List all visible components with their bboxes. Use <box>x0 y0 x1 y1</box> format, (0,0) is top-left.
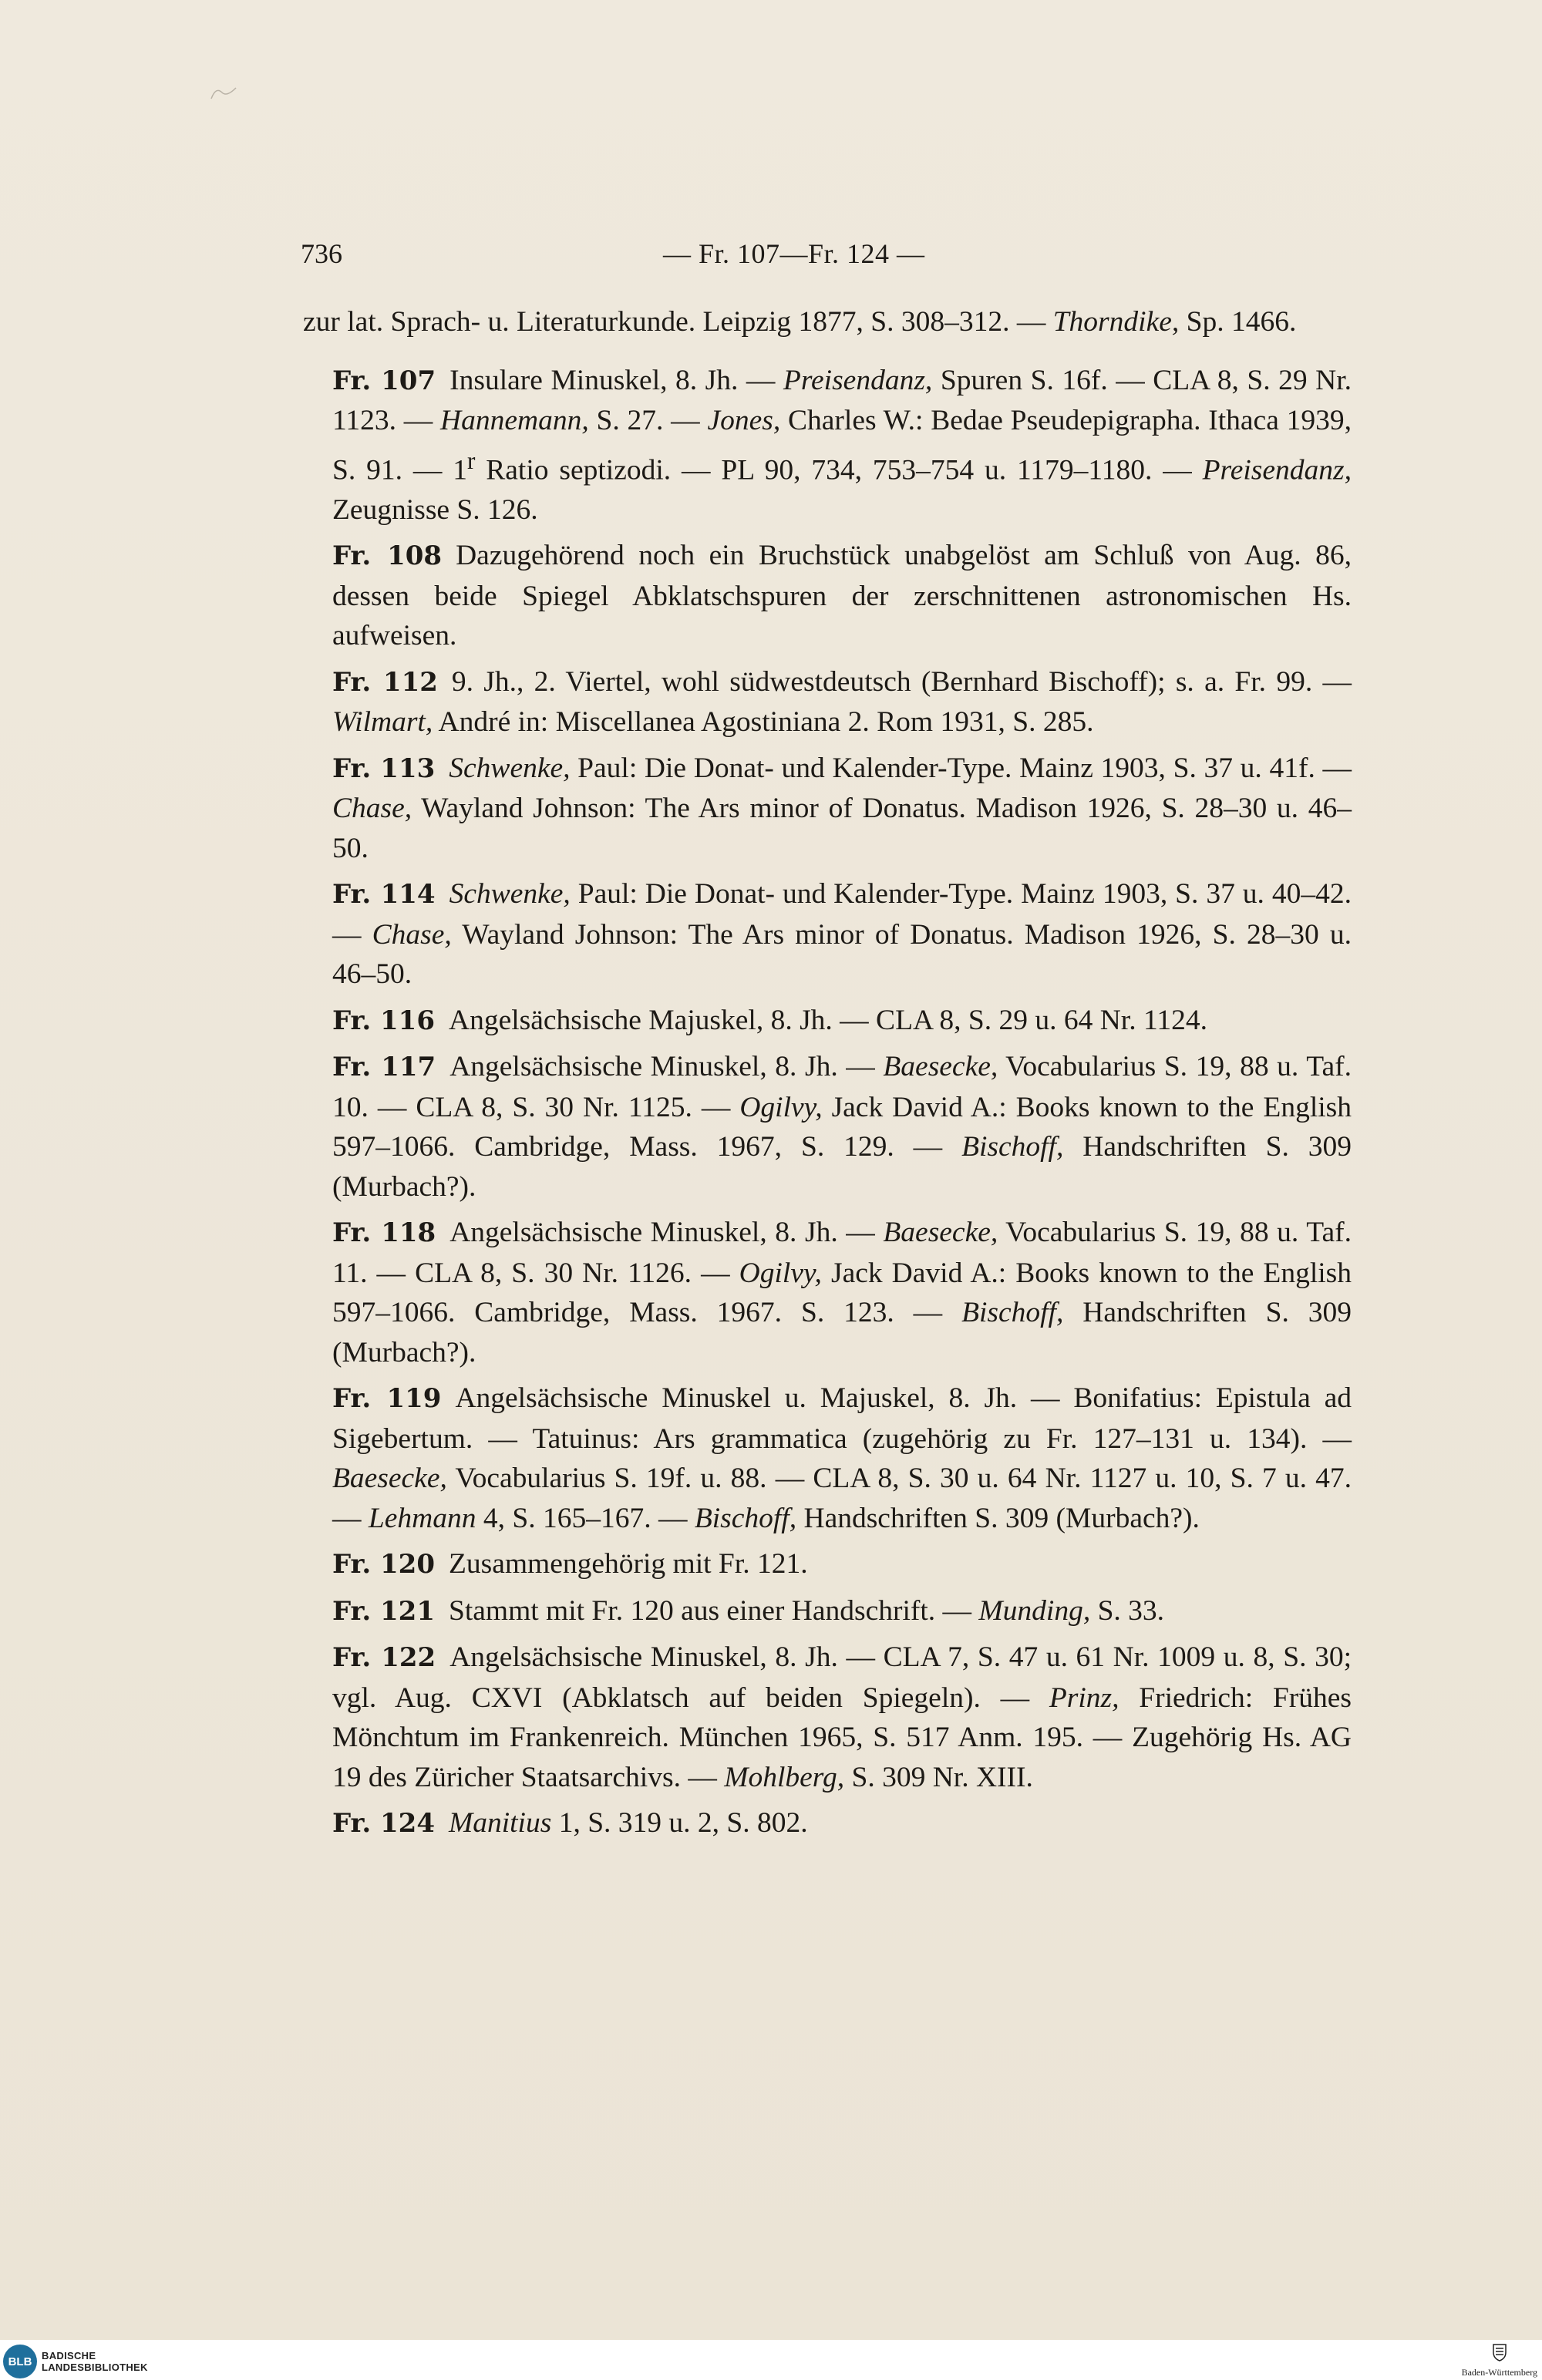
entry-paragraph <box>303 1803 1352 1844</box>
author-name: Ogilvy, <box>739 1091 823 1123</box>
page-body <box>303 302 1352 1850</box>
entry-text: Handschriften S. 309 (Murbach?). <box>332 1297 1352 1368</box>
entry-text: 4, S. 165–167. — <box>476 1502 695 1534</box>
entry-text: Wayland Johnson: The Ars minor of Donatus. Madison 1926, S. 28–30 u. 46–50. <box>332 918 1352 990</box>
entry-text: Friedrich: Frühes Mönchtum im Frankenreich. München 1965, S. 517 Anm. 195. — Zugehörig Hs. AG 19 des Züricher Staatsarchivs. — <box>332 1681 1352 1793</box>
author-name: Wilmart, <box>332 706 433 738</box>
entry-label: Fr. 120 <box>332 1549 435 1580</box>
entry-label: Fr. 122 <box>332 1642 436 1673</box>
entry-paragraph <box>303 302 1352 342</box>
entry-text: Paul: Die Donat- und Kalender-Type. Mainz 1903, S. 37 u. 40–42. — <box>332 878 1352 951</box>
author-name: Munding, <box>978 1594 1091 1627</box>
entry-paragraph <box>303 749 1352 869</box>
entry-text: Wayland Johnson: The Ars minor of Donatus. Madison 1926, S. 28–30 u. 46–50. <box>332 793 1352 864</box>
author-name: Hannemann, <box>440 405 589 436</box>
entry-text: 1, S. 319 u. 2, S. 802. <box>551 1807 808 1839</box>
entry-label: Fr. 116 <box>332 1005 435 1036</box>
entry-label: Fr. 108 <box>332 540 443 571</box>
entry-text: r <box>466 446 476 474</box>
entry-text: Stammt mit Fr. 120 aus einer Handschrift. — <box>448 1594 979 1627</box>
entry-text: Vocabularius S. 19, 88 u. Taf. 10. — CLA 8, S. 30 Nr. 1125. — <box>332 1051 1352 1123</box>
entry-label: Fr. 118 <box>332 1217 436 1248</box>
entry-paragraph <box>303 1047 1352 1207</box>
entry-label: Fr. 113 <box>332 752 436 784</box>
entry-text: zur lat. Sprach- u. Literaturkunde. Leipzig 1877, S. 308–312. — <box>303 306 1053 338</box>
author-name: Chase, <box>332 793 412 824</box>
entry-paragraph <box>303 1638 1352 1797</box>
entry-paragraph <box>303 662 1352 742</box>
entry-text: S. 309 Nr. XIII. <box>844 1761 1033 1793</box>
entry-text: S. 33. <box>1090 1594 1165 1627</box>
entry-text: Jack David A.: Books known to the English 597–1066. Cambridge, Mass. 1967, S. 129. — <box>332 1091 1352 1163</box>
entry-label: Fr. 107 <box>332 365 436 396</box>
entry-text: Spuren S. 16f. — CLA 8, S. 29 Nr. 1123. — <box>332 364 1352 436</box>
entry-text: Insulare Minuskel, 8. Jh. — <box>449 364 783 396</box>
library-name-line2: LANDESBIBLIOTHEK <box>42 2361 148 2373</box>
entry-text: André in: Miscellanea Agostiniana 2. Rom 1931, S. 285. <box>433 706 1094 738</box>
entry-paragraph <box>303 1213 1352 1372</box>
entry-text: Handschriften S. 309 (Murbach?). <box>332 1131 1352 1203</box>
entry-text: Charles W.: Bedae Pseudepigrapha. Ithaca 1939, S. 91. — 1 <box>332 405 1352 486</box>
entry-text: Handschriften S. 309 (Murbach?). <box>796 1502 1200 1534</box>
page-header <box>301 237 1357 284</box>
author-name: Baesecke, <box>883 1051 998 1082</box>
entry-text: Angelsächsische Minuskel, 8. Jh. — CLA 7, S. 47 u. 61 Nr. 1009 u. 8, S. 30; vgl. Aug. CXVI (Abklatsch auf beiden Spiegeln). — <box>332 1641 1352 1714</box>
author-name: Schwenke, <box>449 752 571 784</box>
entry-text: Zeugnisse S. 126. <box>332 493 538 526</box>
author-name: Bischoff, <box>961 1131 1064 1163</box>
author-name: Preisendanz, <box>783 364 933 396</box>
entry-paragraph <box>303 1544 1352 1585</box>
author-name: Ogilvy, <box>739 1257 822 1289</box>
author-name: Jones, <box>707 405 781 436</box>
author-name: Preisendanz, <box>1202 454 1352 486</box>
entry-paragraph <box>303 361 1352 530</box>
entry-text: Angelsächsische Minuskel, 8. Jh. — <box>449 1217 884 1248</box>
entry-label: Fr. 117 <box>332 1052 436 1082</box>
author-name: Bischoff, <box>961 1297 1064 1328</box>
entry-text: Paul: Die Donat- und Kalender-Type. Mainz 1903, S. 37 u. 41f. — <box>570 752 1352 784</box>
author-name: Thorndike, <box>1052 306 1180 338</box>
state-label: Baden-Württemberg <box>1461 2367 1537 2378</box>
author-name: Baesecke, <box>332 1463 447 1494</box>
author-name: Prinz, <box>1049 1681 1119 1714</box>
entry-text: Jack David A.: Books known to the English 597–1066. Cambridge, Mass. 1967. S. 123. — <box>332 1257 1352 1328</box>
author-name: Baesecke, <box>883 1217 998 1248</box>
author-name: Schwenke, <box>449 878 571 910</box>
entry-label: Fr. 119 <box>332 1383 442 1414</box>
pencil-mark-icon <box>210 83 237 103</box>
entry-text: Vocabularius S. 19, 88 u. Taf. 11. — CLA 8, S. 30 Nr. 1126. — <box>332 1217 1352 1289</box>
entry-text: Angelsächsische Majuskel, 8. Jh. — CLA 8, S. 29 u. 64 Nr. 1124. <box>448 1004 1207 1036</box>
author-name: Lehmann <box>368 1502 476 1534</box>
entry-paragraph <box>303 536 1352 656</box>
entry-text: Zusammengehörig mit Fr. 121. <box>448 1548 808 1580</box>
page-number: 736 <box>301 238 342 269</box>
author-name: Bischoff, <box>694 1502 797 1534</box>
entry-label: Fr. 124 <box>332 1808 435 1839</box>
blb-logo-icon: BLB <box>3 2345 37 2378</box>
library-name <box>42 2350 148 2373</box>
running-title: — Fr. 107—Fr. 124 — <box>663 238 925 269</box>
entry-text: S. 27. — <box>588 405 708 436</box>
baden-wuerttemberg-crest-icon <box>1492 2343 1507 2361</box>
footer-bar <box>0 2340 1542 2380</box>
entry-paragraph <box>303 1001 1352 1042</box>
entry-text: Dazugehörend noch ein Bruchstück unabgelöst am Schluß von Aug. 86, dessen beide Spiegel Abklatschspuren der zerschnittenen astronomischen Hs. aufweisen. <box>332 540 1352 651</box>
library-logo[interactable] <box>3 2345 148 2378</box>
author-name: Mohlberg, <box>724 1761 845 1793</box>
entry-text: Angelsächsische Minuskel u. Majuskel, 8. Jh. — Bonifatius: Epistula ad Sigebertum. — Tatuinus: Ars grammatica (zugehörig zu Fr. 127–131 u. 134). — <box>332 1382 1352 1455</box>
entry-label: Fr. 112 <box>332 666 438 698</box>
entry-paragraph <box>303 1591 1352 1632</box>
entry-text: Vocabularius S. 19f. u. 88. — CLA 8, S. 30 u. 64 Nr. 1127 u. 10, S. 7 u. 47. — <box>332 1463 1352 1534</box>
author-name: Manitius <box>448 1807 552 1839</box>
entry-paragraph <box>303 1379 1352 1538</box>
entry-text: Sp. 1466. <box>1179 306 1297 338</box>
entry-label: Fr. 121 <box>332 1595 435 1627</box>
library-name-line1: BADISCHE <box>42 2350 96 2361</box>
entry-text: Ratio septizodi. — PL 90, 734, 753–754 u. 1179–1180. — <box>475 454 1203 486</box>
entry-text: Angelsächsische Minuskel, 8. Jh. — <box>449 1051 884 1082</box>
author-name: Chase, <box>372 918 452 951</box>
state-logo <box>1462 2343 1537 2378</box>
entry-text: 9. Jh., 2. Viertel, wohl südwestdeutsch (Bernhard Bischoff); s. a. Fr. 99. — <box>451 665 1352 698</box>
entry-label: Fr. 114 <box>332 879 436 910</box>
entry-paragraph <box>303 874 1352 995</box>
